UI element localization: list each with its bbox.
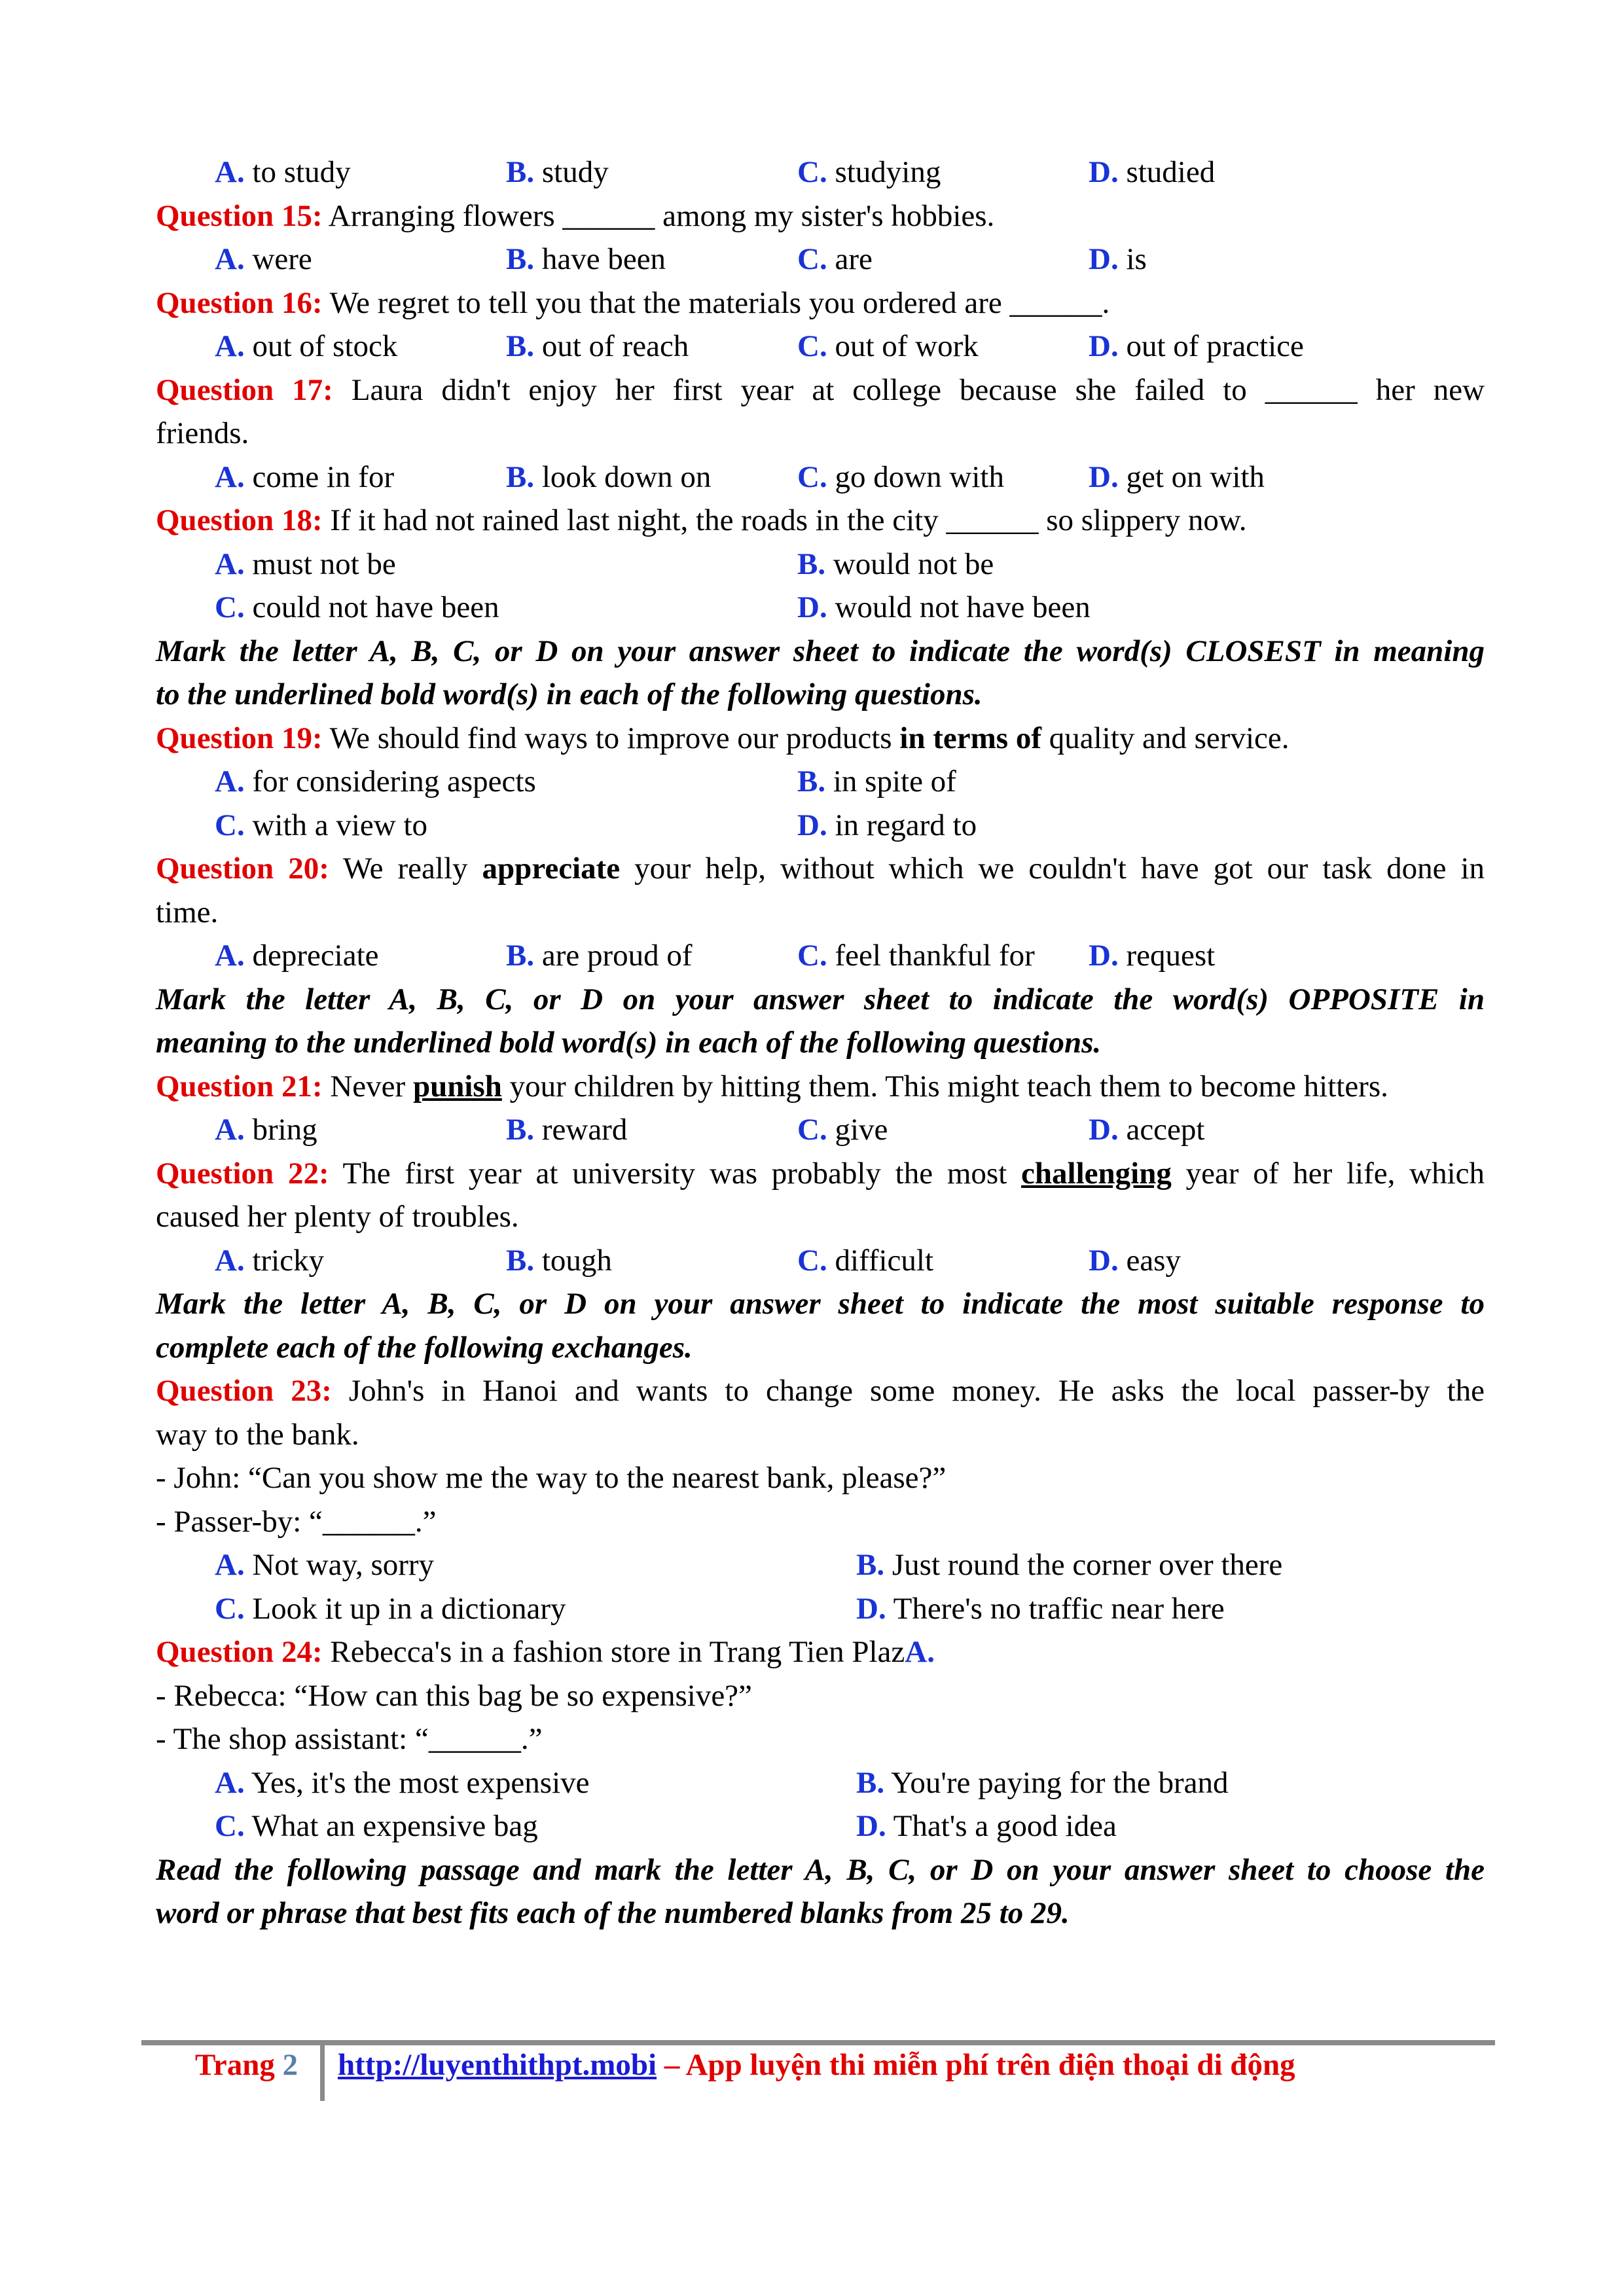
q24-option-b: B. You're paying for the brand xyxy=(856,1765,1229,1800)
question-text: Laura didn't enjoy her first year at college because she failed to ______ her new xyxy=(351,372,1485,407)
question-22-continued: caused her plenty of troubles. xyxy=(156,1200,519,1234)
q14-options xyxy=(156,151,1485,194)
q21-option-b: B. reward xyxy=(506,1113,628,1147)
question-label: Question 18: xyxy=(156,503,323,537)
question-label: Question 16: xyxy=(156,285,323,320)
q20-options xyxy=(156,934,1485,978)
instruction-closest: Mark the letter A, B, C, or D on your answer sheet to indicate the word(s) CLOSEST in meaning xyxy=(156,634,1485,668)
question-content xyxy=(156,151,1485,1935)
q15-option-b: B. have been xyxy=(506,242,666,276)
q24-dialog-rebecca: - Rebecca: “How can this bag be so expensive?” xyxy=(156,1678,752,1713)
q16-option-b: B. out of reach xyxy=(506,329,689,363)
q18-options-row1 xyxy=(156,543,1485,586)
q19-options-row2 xyxy=(156,804,1485,848)
q23-options-row1 xyxy=(156,1543,1485,1587)
q24-options-row1 xyxy=(156,1761,1485,1805)
page-number: 2 xyxy=(282,2048,298,2082)
q17-option-a: A. come in for xyxy=(215,459,395,494)
question-19: Question 19: We should find ways to improve our products in terms of quality and service. xyxy=(156,721,1290,755)
question-21: Question 21: Never punish your children by hitting them. This might teach them to become hitters. xyxy=(156,1069,1388,1103)
q19-option-b: B. in spite of xyxy=(797,764,956,798)
question-17-continued: friends. xyxy=(156,416,249,450)
q20-option-d: D. request xyxy=(1089,939,1216,973)
instruction-passage-continued: word or phrase that best fits each of the numbered blanks from 25 to 29. xyxy=(156,1896,1070,1930)
question-15 xyxy=(156,194,1485,238)
q21-option-a: A. bring xyxy=(215,1113,317,1147)
q16-option-a: A. out of stock xyxy=(215,329,398,363)
q19-option-a: A. for considering aspects xyxy=(215,764,536,798)
q14-option-c: C. studying xyxy=(797,155,941,189)
q20-option-a: A. depreciate xyxy=(215,939,379,973)
key-phrase: appreciate xyxy=(482,852,621,886)
q21-option-c: C. give xyxy=(797,1113,888,1147)
q19-options-row1 xyxy=(156,760,1485,804)
q21-options xyxy=(156,1108,1485,1152)
question-text: John's in Hanoi and wants to change some money. He asks the local passer-by the xyxy=(348,1374,1485,1408)
q23-options-row2 xyxy=(156,1587,1485,1631)
question-label: Question 23: xyxy=(156,1374,332,1408)
q20-option-c: C. feel thankful for xyxy=(797,939,1035,973)
q22-options xyxy=(156,1239,1485,1283)
q24-options-row2 xyxy=(156,1804,1485,1848)
q22-option-d: D. easy xyxy=(1089,1243,1181,1278)
q20-option-b: B. are proud of xyxy=(506,939,693,973)
question-label: Question 15: xyxy=(156,198,323,233)
q18-options-row2 xyxy=(156,586,1485,630)
q24-option-a: A. Yes, it's the most expensive xyxy=(215,1765,590,1800)
q22-option-c: C. difficult xyxy=(797,1243,933,1278)
question-23-continued: way to the bank. xyxy=(156,1417,359,1452)
question-label: Question 17: xyxy=(156,372,333,407)
instruction-response-continued: complete each of the following exchanges. xyxy=(156,1330,693,1365)
q22-option-b: B. tough xyxy=(506,1243,612,1278)
question-text-tail: A. xyxy=(905,1635,935,1669)
question-17 xyxy=(156,368,1485,412)
instruction-opposite-continued: meaning to the underlined bold word(s) in each of the following questions. xyxy=(156,1026,1102,1060)
question-text: We regret to tell you that the materials you ordered are ______. xyxy=(329,285,1110,320)
question-text: Arranging flowers ______ among my sister's hobbies. xyxy=(328,198,995,233)
underlined-word: punish xyxy=(412,1069,502,1103)
q24-option-c: C. What an expensive bag xyxy=(215,1809,538,1843)
q14-option-b: B. study xyxy=(506,155,609,189)
q23-option-d: D. There's no traffic near here xyxy=(856,1591,1225,1626)
question-text: Rebecca's in a fashion store in Trang Tien Plaz xyxy=(330,1635,905,1669)
footer-tagline: – App luyện thi miễn phí trên điện thoại di động xyxy=(657,2048,1295,2082)
footer-page-number: Trang 2 xyxy=(195,2048,298,2082)
question-20: Question 20: We really appreciate your help, without which we couldn't have got our task done in xyxy=(156,852,1485,886)
q24-dialog-assistant: - The shop assistant: “______.” xyxy=(156,1722,543,1756)
question-text: If it had not rained last night, the roads in the city ______ so slippery now. xyxy=(330,503,1247,537)
q16-option-d: D. out of practice xyxy=(1089,329,1304,363)
q19-option-c: C. with a view to xyxy=(215,808,428,842)
q16-options xyxy=(156,325,1485,368)
q21-option-d: D. accept xyxy=(1089,1113,1205,1147)
q23-option-c: C. Look it up in a dictionary xyxy=(215,1591,566,1626)
question-23 xyxy=(156,1369,1485,1413)
question-label: Question 24: xyxy=(156,1635,323,1669)
question-18 xyxy=(156,499,1485,543)
instruction-passage: Read the following passage and mark the letter A, B, C, or D on your answer sheet to choose the xyxy=(156,1852,1485,1887)
q17-option-c: C. go down with xyxy=(797,459,1004,494)
q19-option-d: D. in regard to xyxy=(797,808,977,842)
question-16 xyxy=(156,281,1485,325)
q23-dialog-passerby: - Passer-by: “______.” xyxy=(156,1504,437,1539)
question-label: Question 20: xyxy=(156,852,329,886)
q16-option-c: C. out of work xyxy=(797,329,979,363)
key-phrase: in terms of xyxy=(899,721,1041,755)
instruction-opposite: Mark the letter A, B, C, or D on your answer sheet to indicate the word(s) OPPOSITE in xyxy=(156,982,1485,1016)
underlined-word: challenging xyxy=(1021,1156,1172,1191)
instruction-closest-continued: to the underlined bold word(s) in each of the following questions. xyxy=(156,677,983,711)
q18-option-b: B. would not be xyxy=(797,547,994,581)
q18-option-a: A. must not be xyxy=(215,547,396,581)
q18-option-c: C. could not have been xyxy=(215,590,499,624)
q15-options xyxy=(156,238,1485,281)
q15-option-c: C. are xyxy=(797,242,873,276)
question-20-continued: time. xyxy=(156,895,219,929)
q17-option-d: D. get on with xyxy=(1089,459,1265,494)
footer-link[interactable]: http://luyenthithpt.mobi xyxy=(338,2048,657,2082)
question-24 xyxy=(156,1630,1485,1674)
question-label: Question 21: xyxy=(156,1069,323,1103)
instruction-response: Mark the letter A, B, C, or D on your answer sheet to indicate the most suitable response to xyxy=(156,1287,1485,1321)
footer-separator xyxy=(320,2045,325,2101)
q15-option-d: D. is xyxy=(1089,242,1147,276)
q18-option-d: D. would not have been xyxy=(797,590,1091,624)
q24-option-d: D. That's a good idea xyxy=(856,1809,1117,1843)
question-22: Question 22: The first year at university was probably the most challenging year of her life, which xyxy=(156,1156,1485,1191)
q23-option-a: A. Not way, sorry xyxy=(215,1548,435,1582)
q17-options xyxy=(156,456,1485,499)
question-label: Question 22: xyxy=(156,1156,329,1191)
q23-dialog-john: - John: “Can you show me the way to the nearest bank, please?” xyxy=(156,1461,947,1495)
q17-option-b: B. look down on xyxy=(506,459,712,494)
q14-option-d: D. studied xyxy=(1089,155,1216,189)
q23-option-b: B. Just round the corner over there xyxy=(856,1548,1283,1582)
question-label: Question 19: xyxy=(156,721,323,755)
q15-option-a: A. were xyxy=(215,242,312,276)
footer-text xyxy=(338,2047,1295,2083)
q22-option-a: A. tricky xyxy=(215,1243,325,1278)
q14-option-a: A. to study xyxy=(215,155,351,189)
footer-rule xyxy=(141,2040,1495,2045)
